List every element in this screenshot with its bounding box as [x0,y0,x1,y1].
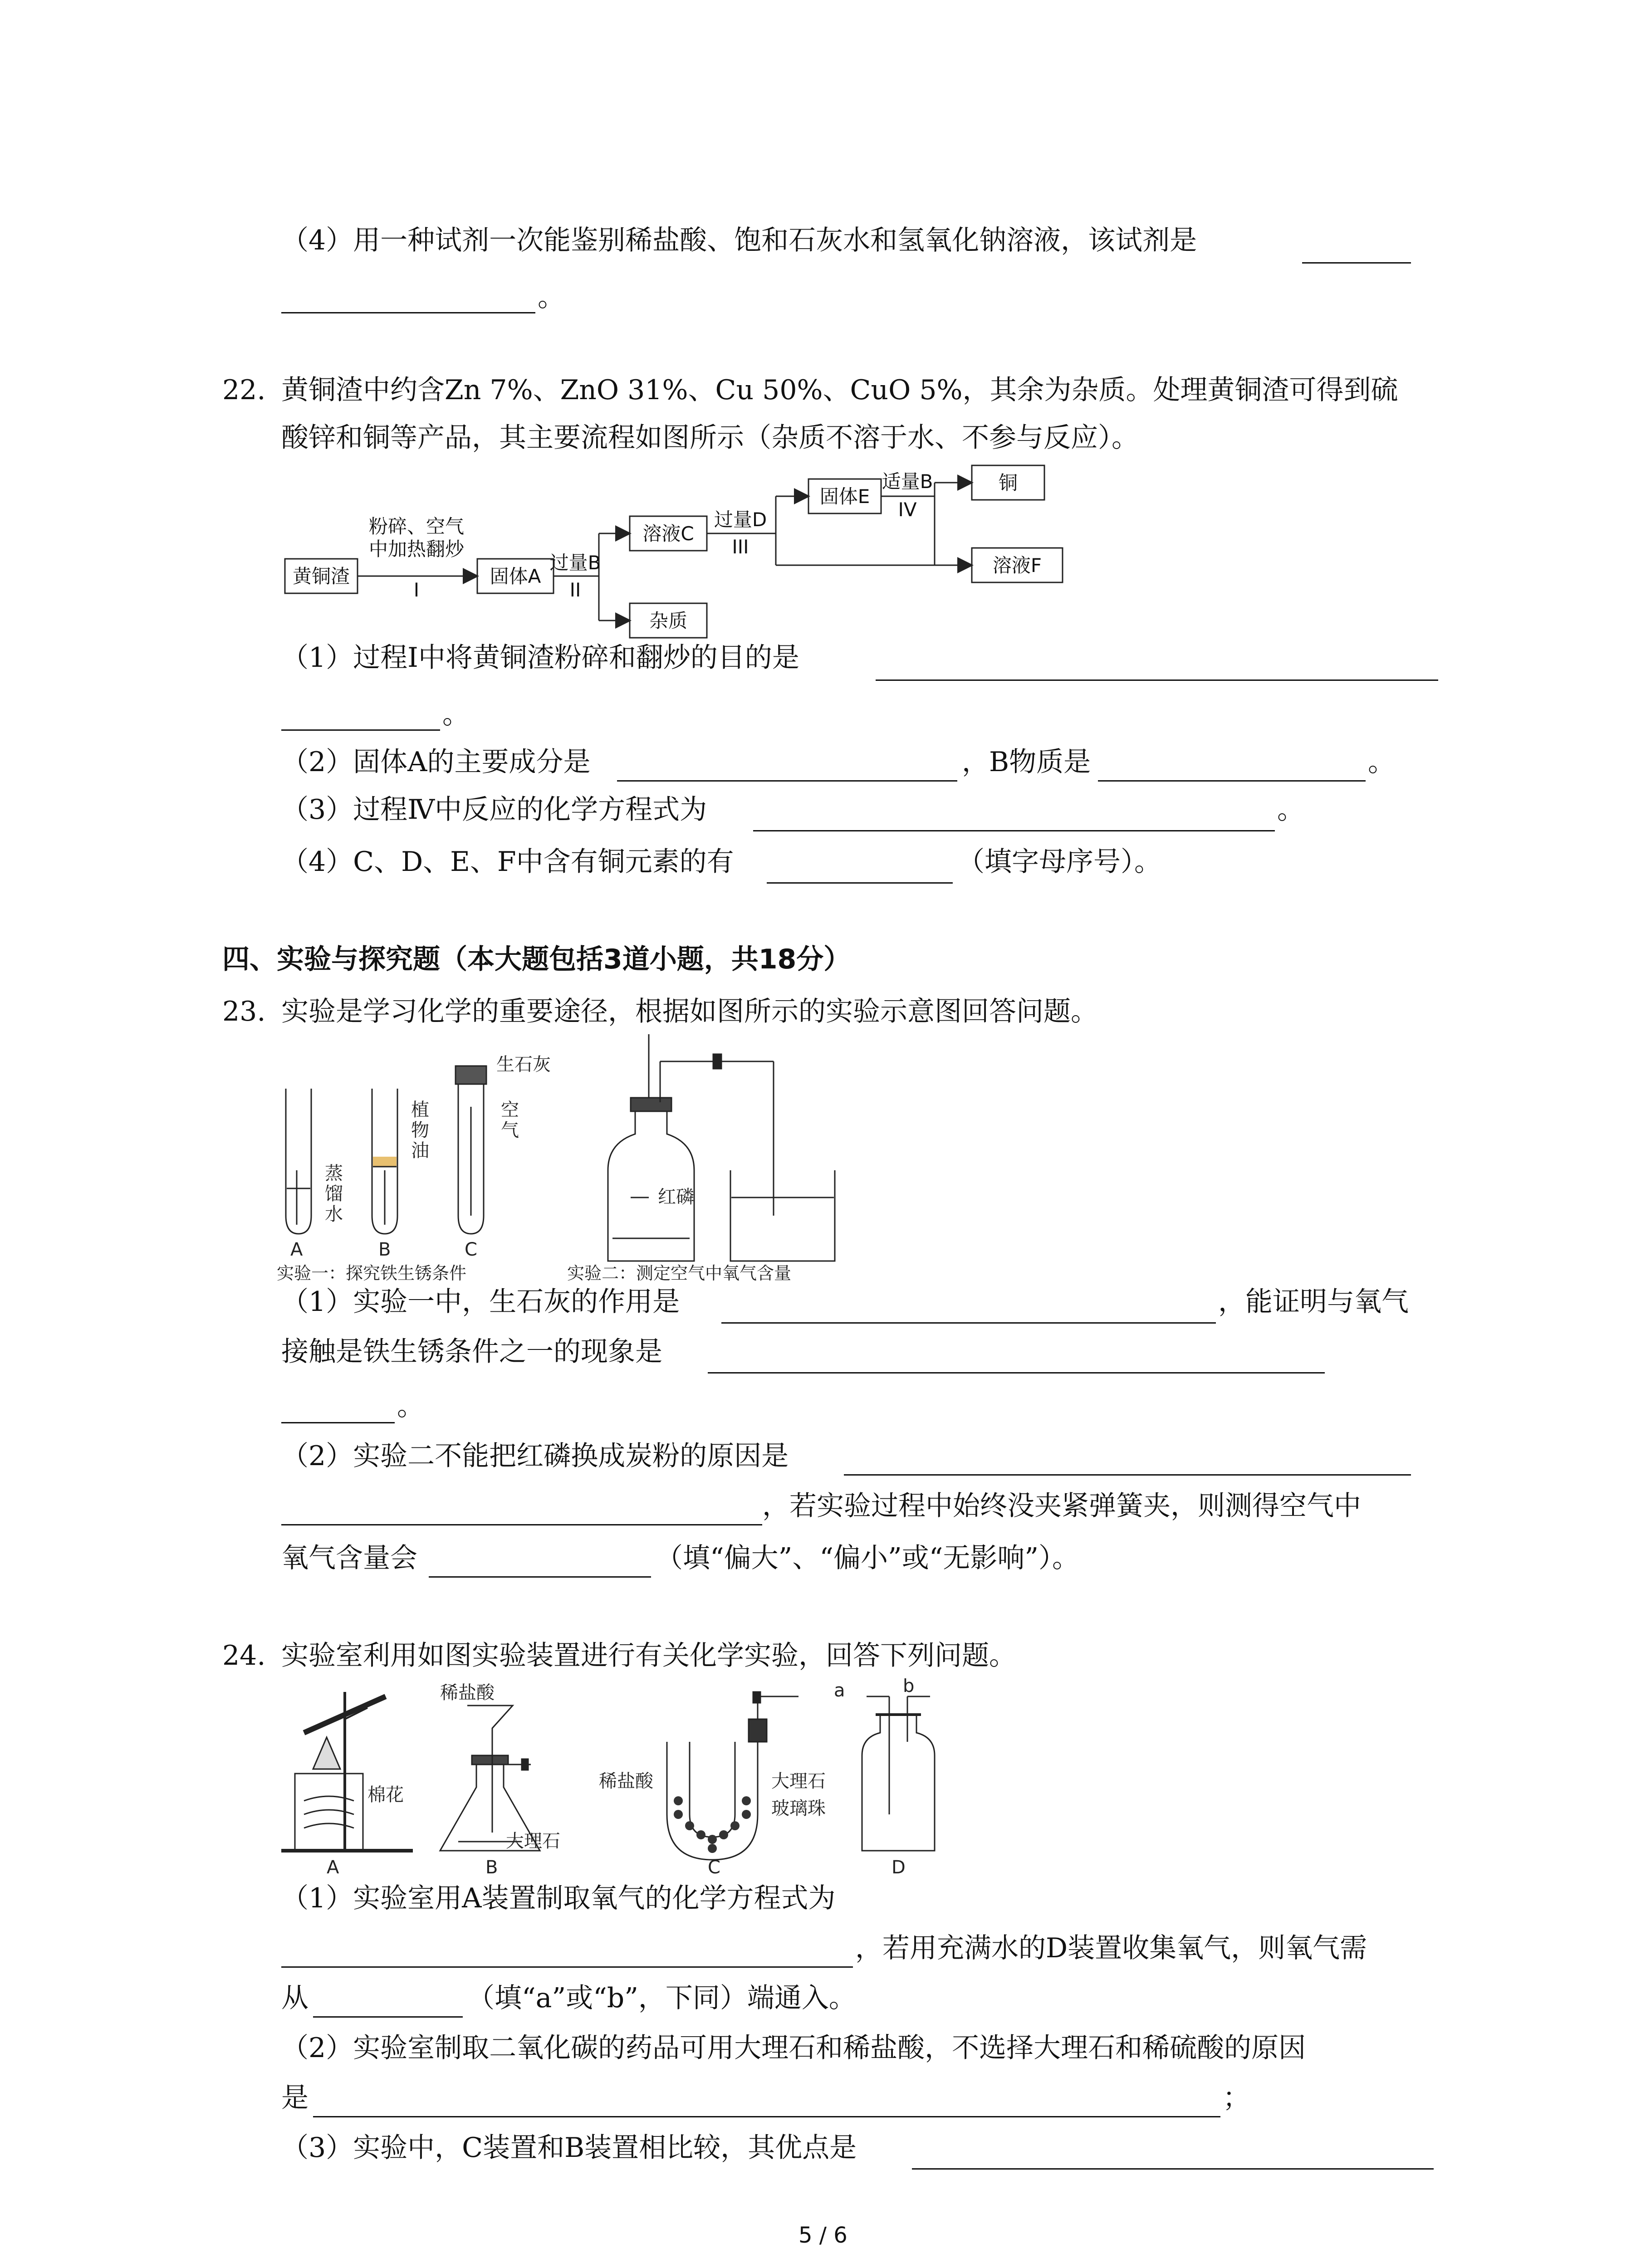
fig24-hcl-2: 稀盐酸 [599,1771,653,1792]
q23-part2-b: ，若实验过程中始终没夹紧弹簧夹，则测得空气中 [762,1490,1361,1522]
fig24-port-a: a [834,1680,845,1701]
q21-answer-blank-1[interactable] [1302,262,1411,264]
q23-part1-a: （1）实验一中，生石灰的作用是 [281,1286,680,1318]
q24-part2-end: ； [1223,2082,1250,2114]
fig-caption-2: 实验二：测定空气中氧气含量 [567,1263,792,1283]
fig24-label-D: D [892,1857,906,1878]
q22-part2-blank-A[interactable] [617,780,957,782]
fig24-port-b: b [903,1678,915,1696]
q22-number: 22. [222,374,266,406]
q23-part1-blank-3[interactable] [281,1422,395,1423]
q24-part3-blank[interactable] [912,2168,1434,2170]
q23-part1-b: ，能证明与氧气 [1218,1286,1409,1318]
fig-water-1: 蒸 [325,1163,343,1184]
fig24-label-B: B [485,1857,498,1878]
q24-part2-b: 是 [281,2082,309,2114]
q23-part1-end: 。 [397,1390,424,1422]
fig-label-C: C [465,1239,477,1260]
q23-part1-blank-2[interactable] [708,1372,1325,1374]
flow-gutiE: 固体E [819,485,870,508]
q22-part1-blank-1[interactable] [876,679,1438,681]
q22-stem-line2: 酸锌和铜等产品，其主要流程如图所示（杂质不溶于水、不参与反应）。 [281,422,1139,454]
flow-step4-no: IV [898,499,917,521]
flow-step4-top: 适量B [882,470,933,493]
q24-part2-blank[interactable] [313,2116,1220,2117]
q22-part2-a: （2）固体A的主要成分是 [281,746,591,778]
flow-tong: 铜 [998,472,1018,494]
q22-flow-diagram [272,458,1112,649]
fig-label-B: B [378,1239,391,1260]
q23-part2-blank-2[interactable] [281,1524,762,1525]
fig24-label-A: A [327,1857,339,1878]
q22-part3-blank[interactable] [753,830,1275,831]
q22-part1-text: （1）过程Ⅰ中将黄铜渣粉碎和翻炒的目的是 [281,642,799,674]
fig24-marble-2: 大理石 [771,1771,826,1792]
q22-part3-text: （3）过程Ⅳ中反应的化学方程式为 [281,794,707,826]
q24-number: 24. [222,1640,266,1672]
fig24-glass: 玻璃珠 [771,1798,826,1819]
q23-part2-blank-1[interactable] [844,1474,1411,1476]
q24-part2-a: （2）实验室制取二氧化碳的药品可用大理石和稀盐酸，不选择大理石和稀硫酸的原因 [281,2032,1306,2064]
page-number: 5 / 6 [798,2223,847,2248]
q23-part1-blank-1[interactable] [721,1322,1216,1324]
q23-stem: 实验是学习化学的重要途径，根据如图所示的实验示意图回答问题。 [281,996,1098,1027]
q22-stem-line1: 黄铜渣中约含Zn 7%、ZnO 31%、Cu 50%、CuO 5%，其余为杂质。处理黄铜渣可得到硫 [281,374,1398,406]
fig-caption-1: 实验一：探究铁生锈条件 [277,1263,467,1283]
q24-stem: 实验室利用如图实验装置进行有关化学实验，回答下列问题。 [281,1640,1016,1672]
flow-step3-top: 过量D [714,508,767,531]
flow-step1-no: I [413,579,420,601]
q22-part1-blank-2[interactable] [281,729,440,731]
q22-part2-b: ，B物质是 [962,746,1091,778]
fig-water-2: 馏 [325,1183,343,1204]
fig-air-2: 气 [501,1120,519,1141]
q23-part2-c: 氧气含量会 [281,1542,417,1574]
fig24-cotton: 棉花 [367,1784,404,1805]
q24-part1-blank-1[interactable] [281,1966,853,1968]
q23-part2-a: （2）实验二不能把红磷换成炭粉的原因是 [281,1440,789,1472]
flow-step1-mid: 中加热翻炒 [368,538,465,560]
q24-part1-b: ，若用充满水的D装置收集氧气，则氧气需 [855,1932,1367,1964]
fig-label-A: A [290,1239,303,1260]
flow-huangtongzha: 黄铜渣 [292,565,350,587]
fig24-marble-1: 大理石 [506,1831,560,1852]
fig-air-1: 空 [501,1100,519,1120]
fig-oil-3: 油 [411,1140,429,1161]
flow-rongyeC: 溶液C [642,523,694,545]
q24-apparatus-figure [277,1678,975,1878]
q24-part3-text: （3）实验中，C装置和B装置相比较，其优点是 [281,2132,857,2164]
flow-step2-no: II [569,579,581,601]
flow-rongyeF: 溶液F [992,554,1042,577]
q22-part2-end: 。 [1368,746,1395,778]
q24-part1-c: 从 [281,1982,309,2014]
q24-part1-a: （1）实验室用A装置制取氧气的化学方程式为 [281,1882,836,1914]
q21-end: 。 [538,281,565,313]
flow-step2-top: 过量B [549,552,601,574]
q22-part4-a: （4）C、D、E、F中含有铜元素的有 [281,846,734,878]
q21-part4-text: （4）用一种试剂一次能鉴别稀盐酸、饱和石灰水和氢氧化钠溶液，该试剂是 [281,225,1197,256]
fig-water-3: 水 [325,1204,343,1225]
q22-part2-blank-B[interactable] [1098,780,1366,782]
flow-zazhi: 杂质 [649,610,688,632]
q22-part4-blank[interactable] [767,882,953,884]
q22-part3-end: 。 [1277,794,1304,826]
flow-gutiA: 固体A [490,565,541,587]
q23-number: 23. [222,996,266,1027]
q21-answer-blank-2[interactable] [281,312,535,313]
q24-part1-d: （填“a”或“b”，下同）端通入。 [467,1982,856,2014]
flow-step3-no: III [732,536,749,558]
q22-part4-b: （填字母序号）。 [957,846,1161,878]
section4-title: 四、实验与探究题（本大题包括3道小题，共18分） [222,943,851,975]
fig-redp: 红磷 [658,1187,694,1207]
q23-experiment-figure [277,1034,867,1288]
flow-step1-top: 粉碎、空气 [368,515,465,538]
q22-part1-end: 。 [442,699,470,730]
q23-part1-c: 接触是铁生锈条件之一的现象是 [281,1336,662,1368]
q23-part2-blank-3[interactable] [429,1576,651,1578]
q24-part1-blank-2[interactable] [313,2016,463,2018]
fig-oil-2: 物 [411,1120,429,1141]
fig-oil-1: 植 [411,1100,429,1120]
q23-part2-d: （填“偏大”、“偏小”或“无影响”）。 [656,1542,1080,1574]
fig24-label-C: C [708,1857,720,1878]
fig-lime: 生石灰 [496,1054,551,1075]
fig24-hcl-1: 稀盐酸 [440,1682,495,1703]
